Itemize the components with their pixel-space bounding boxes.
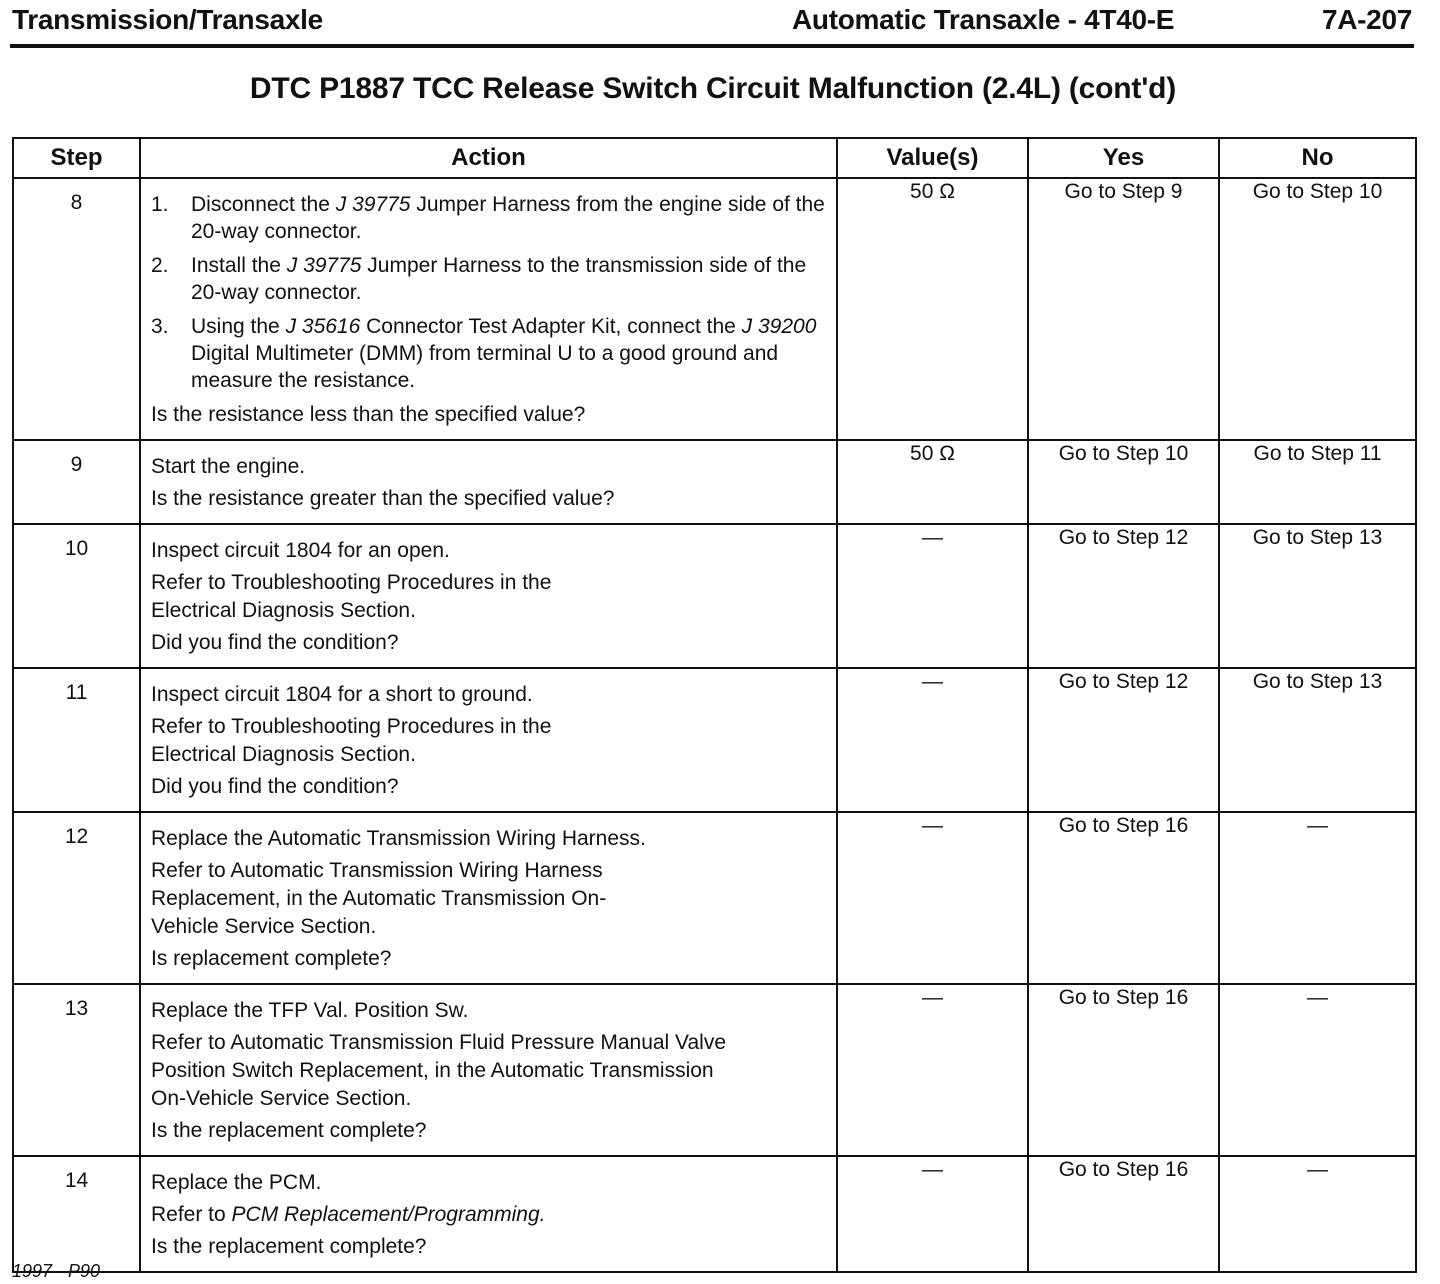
diagnostic-table: [12, 137, 1417, 1273]
step-number: 12: [13, 812, 140, 984]
tool-reference: J 39200: [741, 315, 817, 338]
value-cell: —: [837, 812, 1028, 984]
no-cell: —: [1219, 812, 1416, 984]
yes-cell: Go to Step 16: [1028, 812, 1219, 984]
action-line: Refer to Automatic Transmission Wiring Harness Replacement, in the Automatic Transmission On-Vehicle Service Section.: [151, 859, 607, 938]
yes-cell: Go to Step 9: [1028, 178, 1219, 440]
no-cell: —: [1219, 1156, 1416, 1272]
action-line: Start the engine.: [151, 455, 306, 478]
value-cell: —: [837, 1156, 1028, 1272]
step-number: 11: [13, 668, 140, 812]
page-footer: 1997 - P90: [12, 1261, 101, 1281]
no-cell: Go to Step 11: [1219, 440, 1416, 524]
step-number: 9: [13, 440, 140, 524]
no-cell: Go to Step 13: [1219, 668, 1416, 812]
yes-cell: Go to Step 12: [1028, 524, 1219, 668]
column-header-no: No: [1219, 138, 1416, 178]
list-text: Disconnect the: [191, 193, 336, 216]
yes-cell: Go to Step 12: [1028, 668, 1219, 812]
value-cell: 50 Ω: [837, 178, 1028, 440]
list-item: [151, 191, 826, 245]
list-text: Install the: [191, 254, 287, 277]
question-text: Is the resistance greater than the specified value?: [151, 487, 615, 510]
column-header-yes: Yes: [1028, 138, 1219, 178]
value-cell: —: [837, 524, 1028, 668]
page-number: 7A-207: [1321, 4, 1412, 35]
list-number: 3.: [151, 315, 169, 338]
list-text: Connector Test Adapter Kit, connect the: [360, 315, 742, 338]
procedure-list: [151, 191, 826, 394]
list-text: Jumper Harness from the engine side of the 20-way connector.: [191, 193, 825, 243]
tool-reference: J 39775: [286, 254, 362, 277]
tool-reference: J 39775: [335, 193, 411, 216]
no-cell: —: [1219, 984, 1416, 1156]
refer-prefix: Refer to: [151, 1203, 232, 1226]
action-line: Replace the TFP Val. Position Sw.: [151, 999, 469, 1022]
question-text: Is the resistance less than the specified value?: [151, 403, 586, 426]
table-row: [13, 440, 1416, 524]
list-item: [151, 313, 826, 394]
action-line: Refer to Troubleshooting Procedures in the Electrical Diagnosis Section.: [151, 715, 552, 766]
action-cell: [140, 668, 837, 812]
step-number: 13: [13, 984, 140, 1156]
section-title: Transmission/Transaxle: [12, 4, 323, 35]
yes-cell: Go to Step 16: [1028, 984, 1219, 1156]
step-number: 14: [13, 1156, 140, 1272]
table-row: [13, 524, 1416, 668]
question-text: Is the replacement complete?: [151, 1235, 427, 1258]
question-text: Did you find the condition?: [151, 775, 399, 798]
value-cell: 50 Ω: [837, 440, 1028, 524]
list-text: Jumper Harness to the transmission side of the 20-way connector.: [191, 254, 807, 304]
action-line: Refer to Troubleshooting Procedures in the Electrical Diagnosis Section.: [151, 571, 552, 622]
table-header-row: [13, 138, 1416, 178]
yes-cell: Go to Step 10: [1028, 440, 1219, 524]
refer-reference: PCM Replacement/Programming.: [231, 1203, 546, 1226]
action-cell: [140, 178, 837, 440]
yes-cell: Go to Step 16: [1028, 1156, 1219, 1272]
list-item: [151, 252, 826, 306]
action-line: Refer to Automatic Transmission Fluid Pressure Manual Valve Position Switch Replacement, in the Automatic Transmission On-Vehicle Service Section.: [151, 1031, 727, 1110]
question-text: Did you find the condition?: [151, 631, 399, 654]
question-text: Is the replacement complete?: [151, 1119, 427, 1142]
list-number: 1.: [151, 193, 169, 216]
action-cell: [140, 812, 837, 984]
no-cell: Go to Step 13: [1219, 524, 1416, 668]
subsection-title: Automatic Transaxle - 4T40-E: [792, 4, 1175, 35]
table-row: [13, 984, 1416, 1156]
value-cell: —: [837, 668, 1028, 812]
action-cell: [140, 524, 837, 668]
tool-reference: J 35616: [285, 315, 361, 338]
column-header-step: Step: [13, 138, 140, 178]
table-row: [13, 812, 1416, 984]
list-text: Using the: [191, 315, 286, 338]
action-line: Inspect circuit 1804 for an open.: [151, 539, 450, 562]
action-line: Replace the Automatic Transmission Wiring Harness.: [151, 827, 646, 850]
table-row: [13, 668, 1416, 812]
page-header: [10, 0, 1414, 48]
column-header-values: Value(s): [837, 138, 1028, 178]
action-line: Inspect circuit 1804 for a short to ground.: [151, 683, 533, 706]
action-line: Replace the PCM.: [151, 1171, 322, 1194]
no-cell: Go to Step 10: [1219, 178, 1416, 440]
table-row: [13, 178, 1416, 440]
action-cell: [140, 984, 837, 1156]
document-title: DTC P1887 TCC Release Switch Circuit Malfunction (2.4L) (cont'd): [249, 72, 1177, 105]
value-cell: —: [837, 984, 1028, 1156]
step-number: 8: [13, 178, 140, 440]
step-number: 10: [13, 524, 140, 668]
list-text: Digital Multimeter (DMM) from terminal U to a good ground and measure the resistance.: [191, 342, 779, 392]
column-header-action: Action: [140, 138, 837, 178]
action-cell: [140, 440, 837, 524]
list-number: 2.: [151, 254, 169, 277]
action-cell: [140, 1156, 837, 1272]
refer-line: [151, 1201, 826, 1229]
question-text: Is replacement complete?: [151, 947, 392, 970]
table-row: [13, 1156, 1416, 1272]
